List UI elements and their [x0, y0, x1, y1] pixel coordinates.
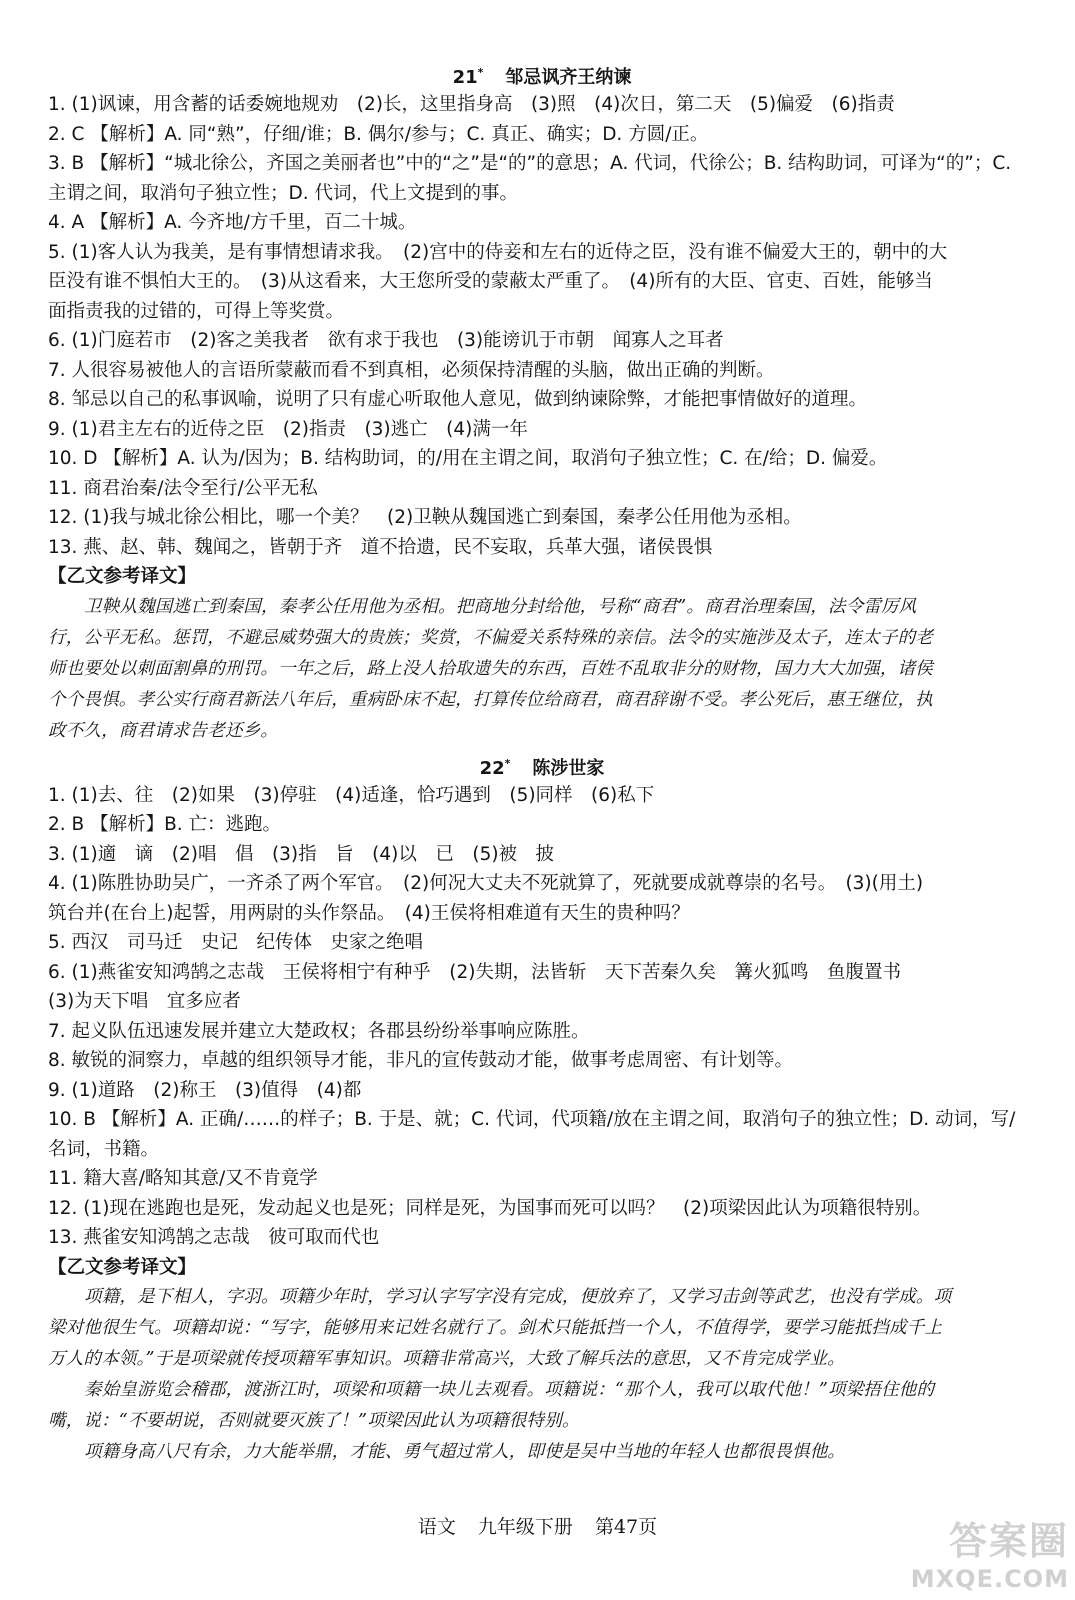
answer-line: 11. 籍大喜/略知其意/又不肯竟学 [48, 1168, 318, 1189]
answer-line: 12. (1)现在逃跑也是死，发动起义也是死；同样是死，为国事而死可以吗？ (2)项梁因此认为项籍很特别。 [48, 1197, 932, 1219]
translation-line: 项籍身高八尺有余，力大能举鼎，才能、勇气超过常人，即使是吴中当地的年轻人也都很畏惧他。 [84, 1442, 846, 1462]
answer-line: 4. A 【解析】A. 今齐地/方千里，百二十城。 [48, 212, 417, 233]
translation-line: 万人的本领。”于是项梁就传授项籍军事知识。项籍非常高兴，大致了解兵法的意思，又不肯完成学业。 [48, 1349, 845, 1369]
answer-line: 8. 敏锐的洞察力，卓越的组织领导才能，非凡的宣传鼓动才能，做事考虑周密、有计划等。 [48, 1050, 794, 1071]
answer-line: 3. (1)適 谪 (2)唱 倡 (3)指 旨 (4)以 已 (5)被 披 [48, 843, 555, 865]
section-title: 邹忌讽齐王纳谏 [505, 67, 632, 88]
reference-translation-22 [48, 1282, 1036, 1468]
translation-line: 梁对他很生气。项籍却说：“写字，能够用来记姓名就行了。剑术只能抵挡一个人，不值得学，要学习能抵挡成千上 [48, 1318, 943, 1338]
translation-line: 个个畏惧。孝公实行商君新法八年后，重病卧床不起，打算传位给商君，商君辞谢不受。孝公死后，惠王继位，执 [48, 689, 933, 710]
translation-line: 秦始皇游览会稽郡，渡浙江时，项梁和项籍一块儿去观看。项籍说：“那个人，我可以取代他！”项梁捂住他的 [84, 1380, 935, 1400]
watermark-title: 答案圈 [948, 1519, 1069, 1563]
answer-line: 2. B 【解析】B. 亡：逃跑。 [48, 814, 282, 835]
watermark-url: MXQE.COM [910, 1565, 1069, 1593]
answer-line: 13. 燕雀安知鸿鹄之志哉 彼可取而代也 [48, 1227, 380, 1248]
answer-line: 1. (1)讽谏，用含蓄的话委婉地规劝 (2)长，这里指身高 (3)照 (4)次日，第二天 (5)偏爱 (6)指责 [48, 94, 895, 115]
answer-line: 10. D 【解析】A. 认为/因为；B. 结构助词，的/用在主谓之间，取消句子独立性；C. 在/给；D. 偏爱。 [48, 448, 888, 469]
footer-subject: 语文 [417, 1516, 456, 1538]
section-number: 21* [452, 66, 484, 88]
answer-line: 面指责我的过错的，可得上等奖赏。 [48, 300, 345, 322]
answer-line: 4. (1)陈胜协助吴广，一齐杀了两个军官。 (2)何况大丈夫不死就算了，死就要成就尊崇的名号。 (3)(用土) [48, 873, 924, 894]
answer-line: 9. (1)君主左右的近侍之臣 (2)指责 (3)逃亡 (4)满一年 [48, 418, 528, 440]
reference-translation-label: 【乙文参考译文】 [48, 1256, 197, 1278]
answer-line: 8. 邹忌以自己的私事讽喻，说明了只有虚心听取他人意见，做到纳谏除弊，才能把事情做好的道理。 [48, 389, 868, 410]
answer-line: 7. 人很容易被他人的言语所蒙蔽而看不到真相，必须保持清醒的头脑，做出正确的判断。 [48, 359, 775, 381]
answer-line: 7. 起义队伍迅速发展并建立大楚政权；各郡县纷纷举事响应陈胜。 [48, 1020, 590, 1042]
section-title: 陈涉世家 [532, 757, 605, 779]
answer-line: 名词，书籍。 [48, 1138, 160, 1160]
translation-line: 师也要处以刺面割鼻的刑罚。一年之后，路上没人拾取遗失的东西，百姓不乱取非分的财物，国力大大加强，诸侯 [48, 658, 933, 679]
answer-line: 9. (1)道路 (2)称王 (3)值得 (4)都 [48, 1079, 362, 1101]
footer-page-number: 第47页 [594, 1516, 658, 1538]
answer-list-22 [48, 781, 1036, 1253]
answer-page [48, 56, 1036, 1468]
answer-line: 主谓之间，取消句子独立性；D. 代词，代上文提到的事。 [48, 182, 519, 204]
reference-translation-21 [48, 592, 1036, 747]
answer-line: 1. (1)去、往 (2)如果 (3)停驻 (4)适逢，恰巧遇到 (5)同样 (6)私下 [48, 784, 655, 806]
section-number: 22* [479, 756, 511, 779]
reference-translation-label: 【乙文参考译文】 [48, 566, 197, 587]
section-heading-22 [48, 749, 1036, 779]
answer-list-21 [48, 90, 1036, 562]
watermark-logo [909, 1510, 1069, 1592]
translation-line: 项籍，是下相人，字羽。项籍少年时，学习认字写字没有完成，便放弃了，又学习击剑等武艺，也没有学成。项 [84, 1287, 952, 1307]
answer-line: 6. (1)燕雀安知鸿鹄之志哉 王侯将相宁有种乎 (2)失期，法皆斩 天下苦秦久矣 篝火狐鸣 鱼腹置书 [48, 961, 901, 983]
answer-line: (3)为天下唱 宜多应者 [48, 991, 241, 1012]
answer-line: 2. C 【解析】A. 同“熟”，仔细/谁；B. 偶尔/参与；C. 真正、确实；D. 方圆/正。 [48, 123, 709, 145]
translation-line: 政不久，商君请求告老还乡。 [48, 720, 279, 741]
footer-grade: 九年级下册 [477, 1516, 573, 1538]
answer-line: 13. 燕、赵、韩、魏闻之，皆朝于齐 道不拾遗，民不妄取，兵革大强，诸侯畏惧 [48, 536, 713, 558]
answer-line: 5. (1)客人认为我美，是有事情想请求我。 (2)宫中的侍妾和左右的近侍之臣，没有谁不偏爱大王的，朝中的大 [48, 241, 948, 263]
translation-line: 行，公平无私。惩罚，不避忌威势强大的贵族；奖赏，不偏爱关系特殊的亲信。法令的实施涉及太子，连太子的老 [48, 627, 933, 648]
answer-line: 6. (1)门庭若市 (2)客之美我者 欲有求于我也 (3)能谤讥于市朝 闻寡人之耳者 [48, 330, 724, 351]
answer-line: 11. 商君治秦/法令至行/公平无私 [48, 477, 318, 499]
answer-line: 臣没有谁不惧怕大王的。 (3)从这看来，大王您所受的蒙蔽太严重了。 (4)所有的大臣、官吏、百姓，能够当 [48, 271, 933, 292]
answer-line: 3. B 【解析】“城北徐公，齐国之美丽者也”中的“之”是“的”的意思；A. 代词，代徐公；B. 结构助词，可译为“的”；C. [48, 153, 1012, 174]
answer-line: 12. (1)我与城北徐公相比，哪一个美？ (2)卫鞅从魏国逃亡到秦国，秦孝公任用他为丞相。 [48, 507, 802, 528]
translation-line: 嘴，说：“不要胡说，否则就要灭族了！”项梁因此认为项籍很特别。 [48, 1411, 580, 1431]
answer-line: 筑台并(在台上)起誓，用两尉的头作祭品。 (4)王侯将相难道有天生的贵种吗？ [48, 902, 690, 924]
translation-line: 卫鞅从魏国逃亡到秦国，秦孝公任用他为丞相。把商地分封给他，号称“商君”。商君治理秦国，法令雷厉风 [84, 596, 917, 617]
answer-line: 10. B 【解析】A. 正确/……的样子；B. 于是、就；C. 代词，代项籍/放在主谓之间，取消句子的独立性；D. 动词，写/ [48, 1109, 1016, 1130]
answer-line: 5. 西汉 司马迁 史记 纪传体 史家之绝唱 [48, 932, 424, 953]
section-heading-21 [48, 58, 1036, 88]
